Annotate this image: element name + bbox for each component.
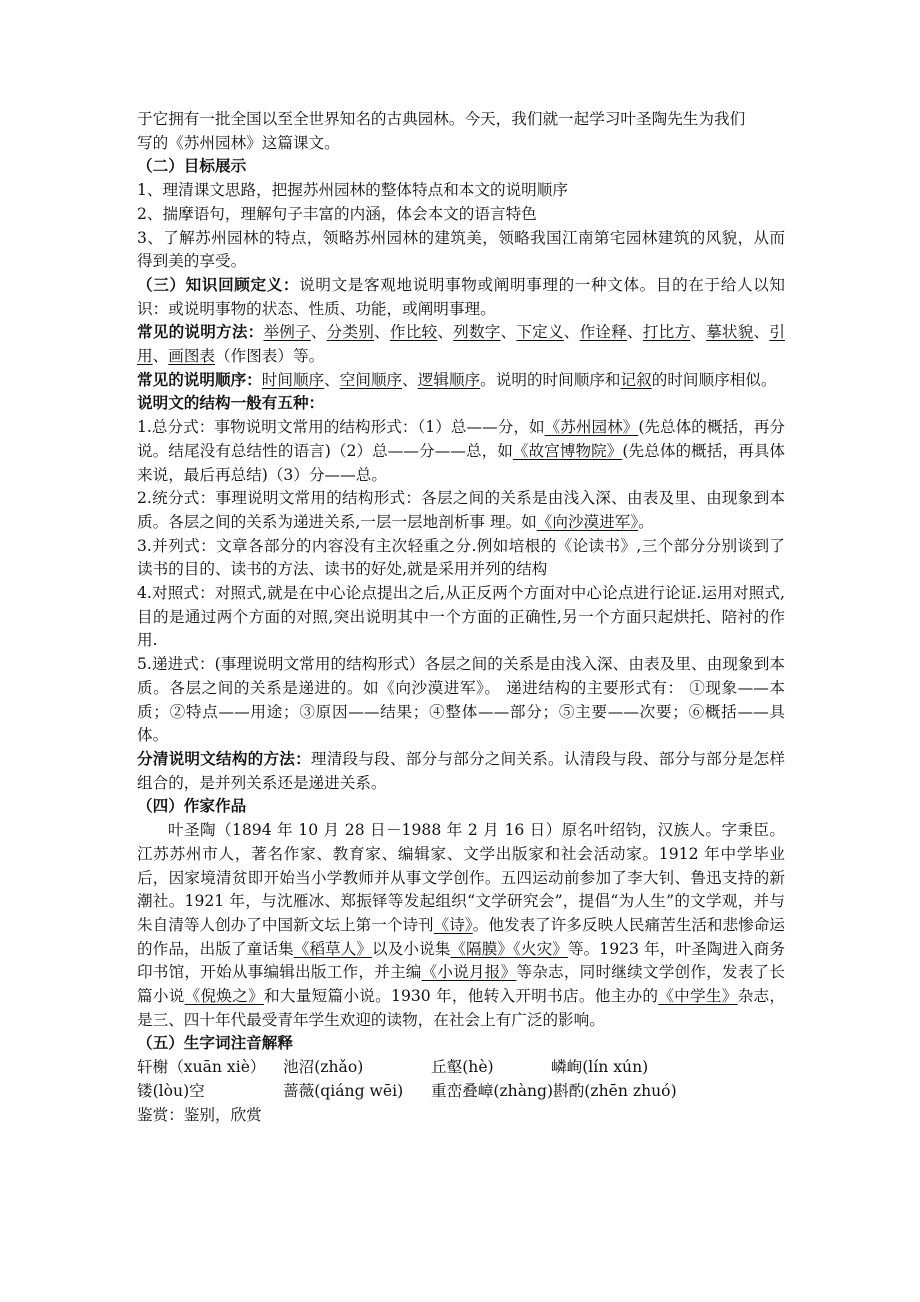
structure-item-5: 5.递进式：(事理说明文常用的结构形式）各层之间的关系是由浅入深、由表及里、由现象到本质。各层之间的关系是递进的。如《向沙漠进军》。 递进结构的主要形式有： ①现象——本质；②特点——用途；③原因——结果；④整体——部分；⑤主要——次要；⑥概括——具体。 <box>137 655 785 745</box>
author-text-7: 杂志，是三、四十年代最受青年学生欢迎的读物，在社会上有广泛的影响。 <box>137 987 785 1029</box>
author-paragraph <box>137 819 785 1032</box>
method-link[interactable]: 摹状貌 <box>706 323 754 342</box>
author-heading: （四）作家作品 <box>137 797 247 816</box>
vocab-item: 重峦叠嶂(zhàng)斟酌(zhēn zhuó) <box>431 1081 677 1100</box>
orders-paragraph: 常见的说明顺序：时间顺序、空间顺序、逻辑顺序。说明的时间顺序和记叙的时间顺序相似。 <box>137 370 777 389</box>
order-link[interactable]: 逻辑顺序 <box>417 370 481 389</box>
author-text-3: 以及小说集 <box>372 939 451 958</box>
goal-item-3: 3、了解苏州园林的特点，领略苏州园林的建筑美，领略我国江南第宅园林建筑的风貌，从而得到美的享受。 <box>137 228 785 271</box>
huozai-link[interactable]: 《火灾》 <box>513 939 568 958</box>
structure-method-text: 理清段与段、部分与部分之间关系。认清段与段、部分与部分是怎样组合的，是并列关系还是递进关系。 <box>137 749 785 792</box>
method-link[interactable]: 画图表 <box>168 347 216 366</box>
structure-method-label: 分清说明文结构的方法： <box>137 749 311 768</box>
order-link[interactable]: 时间顺序 <box>261 370 325 389</box>
intro-paragraph <box>137 108 785 155</box>
vocab-item: 轩榭（xuān xiè） <box>137 1058 266 1077</box>
intro-line-2: 写的《苏州园林》这篇课文。 <box>137 133 340 152</box>
methods-label: 常见的说明方法： <box>137 323 264 342</box>
author-text-1: 叶圣陶（1894 年 10 月 28 日－1988 年 2 月 16 日）原名叶绍钧，汉族人。字秉臣。江苏苏州市人，著名作家、教育家、编辑家、文学出版家和社会活动家。1912 年中学毕业后，因家境清贫即开始当小学教师并从事文学创作。五四运动前参加了李大钊、鲁迅支持的新潮社。1921 年，与沈雁冰、郑振铎等发起组织“文学研究会”，提倡“为人生”的文学观，并与朱自清等人创办了中国新文坛上第一个诗刊 <box>137 821 785 934</box>
vocab-heading: （五）生字词注音解释 <box>137 1034 293 1053</box>
novel-monthly-link[interactable]: 《小说月报》 <box>421 963 517 982</box>
goal-item-1: 1、理清课文思路，把握苏州园林的整体特点和本文的说明顺序 <box>137 181 568 200</box>
review-text: 说明文是客观地说明事物或阐明事理的一种文体。目的在于给人以知识：或说明事物的状态、性质、功能，或阐明事理。 <box>137 275 785 318</box>
narrative-link[interactable]: 记叙 <box>620 370 652 389</box>
vocab-row <box>137 1056 785 1080</box>
orders-tail: 的时间顺序相似。 <box>651 370 777 389</box>
review-paragraph <box>137 274 785 321</box>
methods-tail: （作图表）等。 <box>215 347 325 366</box>
structure-item-1 <box>137 416 785 487</box>
method-link[interactable]: 引用 <box>137 323 785 366</box>
structure-item-4: 4.对照式：对照式,就是在中心论点提出之后,从正反两个方面对中心论点进行论证.运用对照式,目的是通过两个方面的对照,突出说明其中一个方面的正确性,另一个方面只起烘托、陪衬的作用. <box>137 584 785 650</box>
method-link[interactable]: 列数字 <box>453 323 501 342</box>
suzhou-gardens-link[interactable]: 《苏州园林》 <box>544 418 639 437</box>
method-link[interactable]: 作比较 <box>389 323 438 342</box>
goals-heading: （二）目标展示 <box>137 157 247 176</box>
method-link[interactable]: 下定义 <box>516 323 564 342</box>
method-link[interactable]: 作诠释 <box>579 323 628 342</box>
goal-item-2: 2、揣摩语句，理解句子丰富的内涵，体会本文的语言特色 <box>137 204 537 223</box>
structure-1-text-c: (先总体的概括，再具体来说，最后再总结)（3）分——总。 <box>137 441 785 484</box>
middle-school-student-link[interactable]: 《中学生》 <box>658 987 738 1006</box>
structure-1-text-b: (先总体的概括，再分说。结尾没有总结性的语言)（2）总——分——总，如 <box>137 418 785 460</box>
structure-item-2 <box>137 487 785 534</box>
vocab-row <box>137 1080 785 1104</box>
vocab-definition: 鉴赏：鉴别，欣赏 <box>137 1105 262 1124</box>
vocab-item: 嶙峋(lín xún) <box>551 1058 649 1077</box>
structure-item-3: 3.并列式：文章各部分的内容没有主次轻重之分.例如培根的《论读书》,三个部分分别谈到了读书的目的、读书的方法、读书的好处,就是采用并列的结构 <box>137 536 785 579</box>
palace-museum-link[interactable]: 《故宫博物院》 <box>512 441 623 460</box>
author-text-6: 和大量短篇小说。1930 年，他转入开明书店。他主办的 <box>264 987 659 1006</box>
orders-mid: 。说明的时间顺序和 <box>480 370 621 389</box>
ni-huanzhi-link[interactable]: 《倪焕之》 <box>184 987 265 1006</box>
vocab-item: 丘壑(hè) <box>431 1058 494 1077</box>
vocab-item: 池沼(zhǎo) <box>283 1058 364 1077</box>
author-text-4: 等。1923 年，叶圣陶进入商务印书馆，开始从事编辑出版工作，并主编 <box>137 939 785 982</box>
structure-method-paragraph <box>137 748 785 795</box>
gemo-link[interactable]: 《隔膜》 <box>450 939 514 958</box>
method-link[interactable]: 打比方 <box>642 323 691 342</box>
structure-2-text-b: 。 <box>638 512 654 531</box>
orders-label: 常见的说明顺序： <box>137 370 262 389</box>
review-heading: （三）知识回顾定义： <box>137 275 300 294</box>
structure-2-text-a: 2.统分式：事理说明文常用的结构形式：各层之间的关系是由浅入深、由表及里、由现象到本质。各层之间的关系为递进关系,一层一层地剖析事 理。如 <box>137 489 785 531</box>
method-link[interactable]: 举例子 <box>263 323 311 342</box>
scarecrow-link[interactable]: 《稻草人》 <box>293 939 373 958</box>
structure-heading: 说明文的结构一般有五种： <box>137 394 325 413</box>
methods-paragraph: 常见的说明方法：举例子、分类别、作比较、列数字、下定义、作诠释、打比方、摹状貌、引用、画图表（作图表）等。 <box>137 323 785 366</box>
structure-1-text-a: 1.总分式：事物说明文常用的结构形式：（1）总——分，如 <box>137 418 545 437</box>
intro-line-1: 于它拥有一批全国以至全世界知名的古典园林。今天，我们就一起学习叶圣陶先生为我们 <box>137 110 746 128</box>
order-link[interactable]: 空间顺序 <box>339 370 403 389</box>
author-text-5: 等杂志，同时继续文学创作，发表了长篇小说 <box>137 963 785 1006</box>
desert-march-link[interactable]: 《向沙漠进军》 <box>536 512 639 531</box>
author-text-2: 。他发表了许多反映人民痛苦生活和悲惨命运的作品，出版了童话集 <box>137 915 785 958</box>
poem-journal-link[interactable]: 《诗》 <box>433 915 473 934</box>
vocab-item: 蔷薇(qiáng wēi) <box>283 1081 404 1100</box>
document-body <box>137 108 785 1127</box>
method-link[interactable]: 分类别 <box>326 323 375 342</box>
vocab-item: 镂(lòu)空 <box>137 1081 205 1100</box>
